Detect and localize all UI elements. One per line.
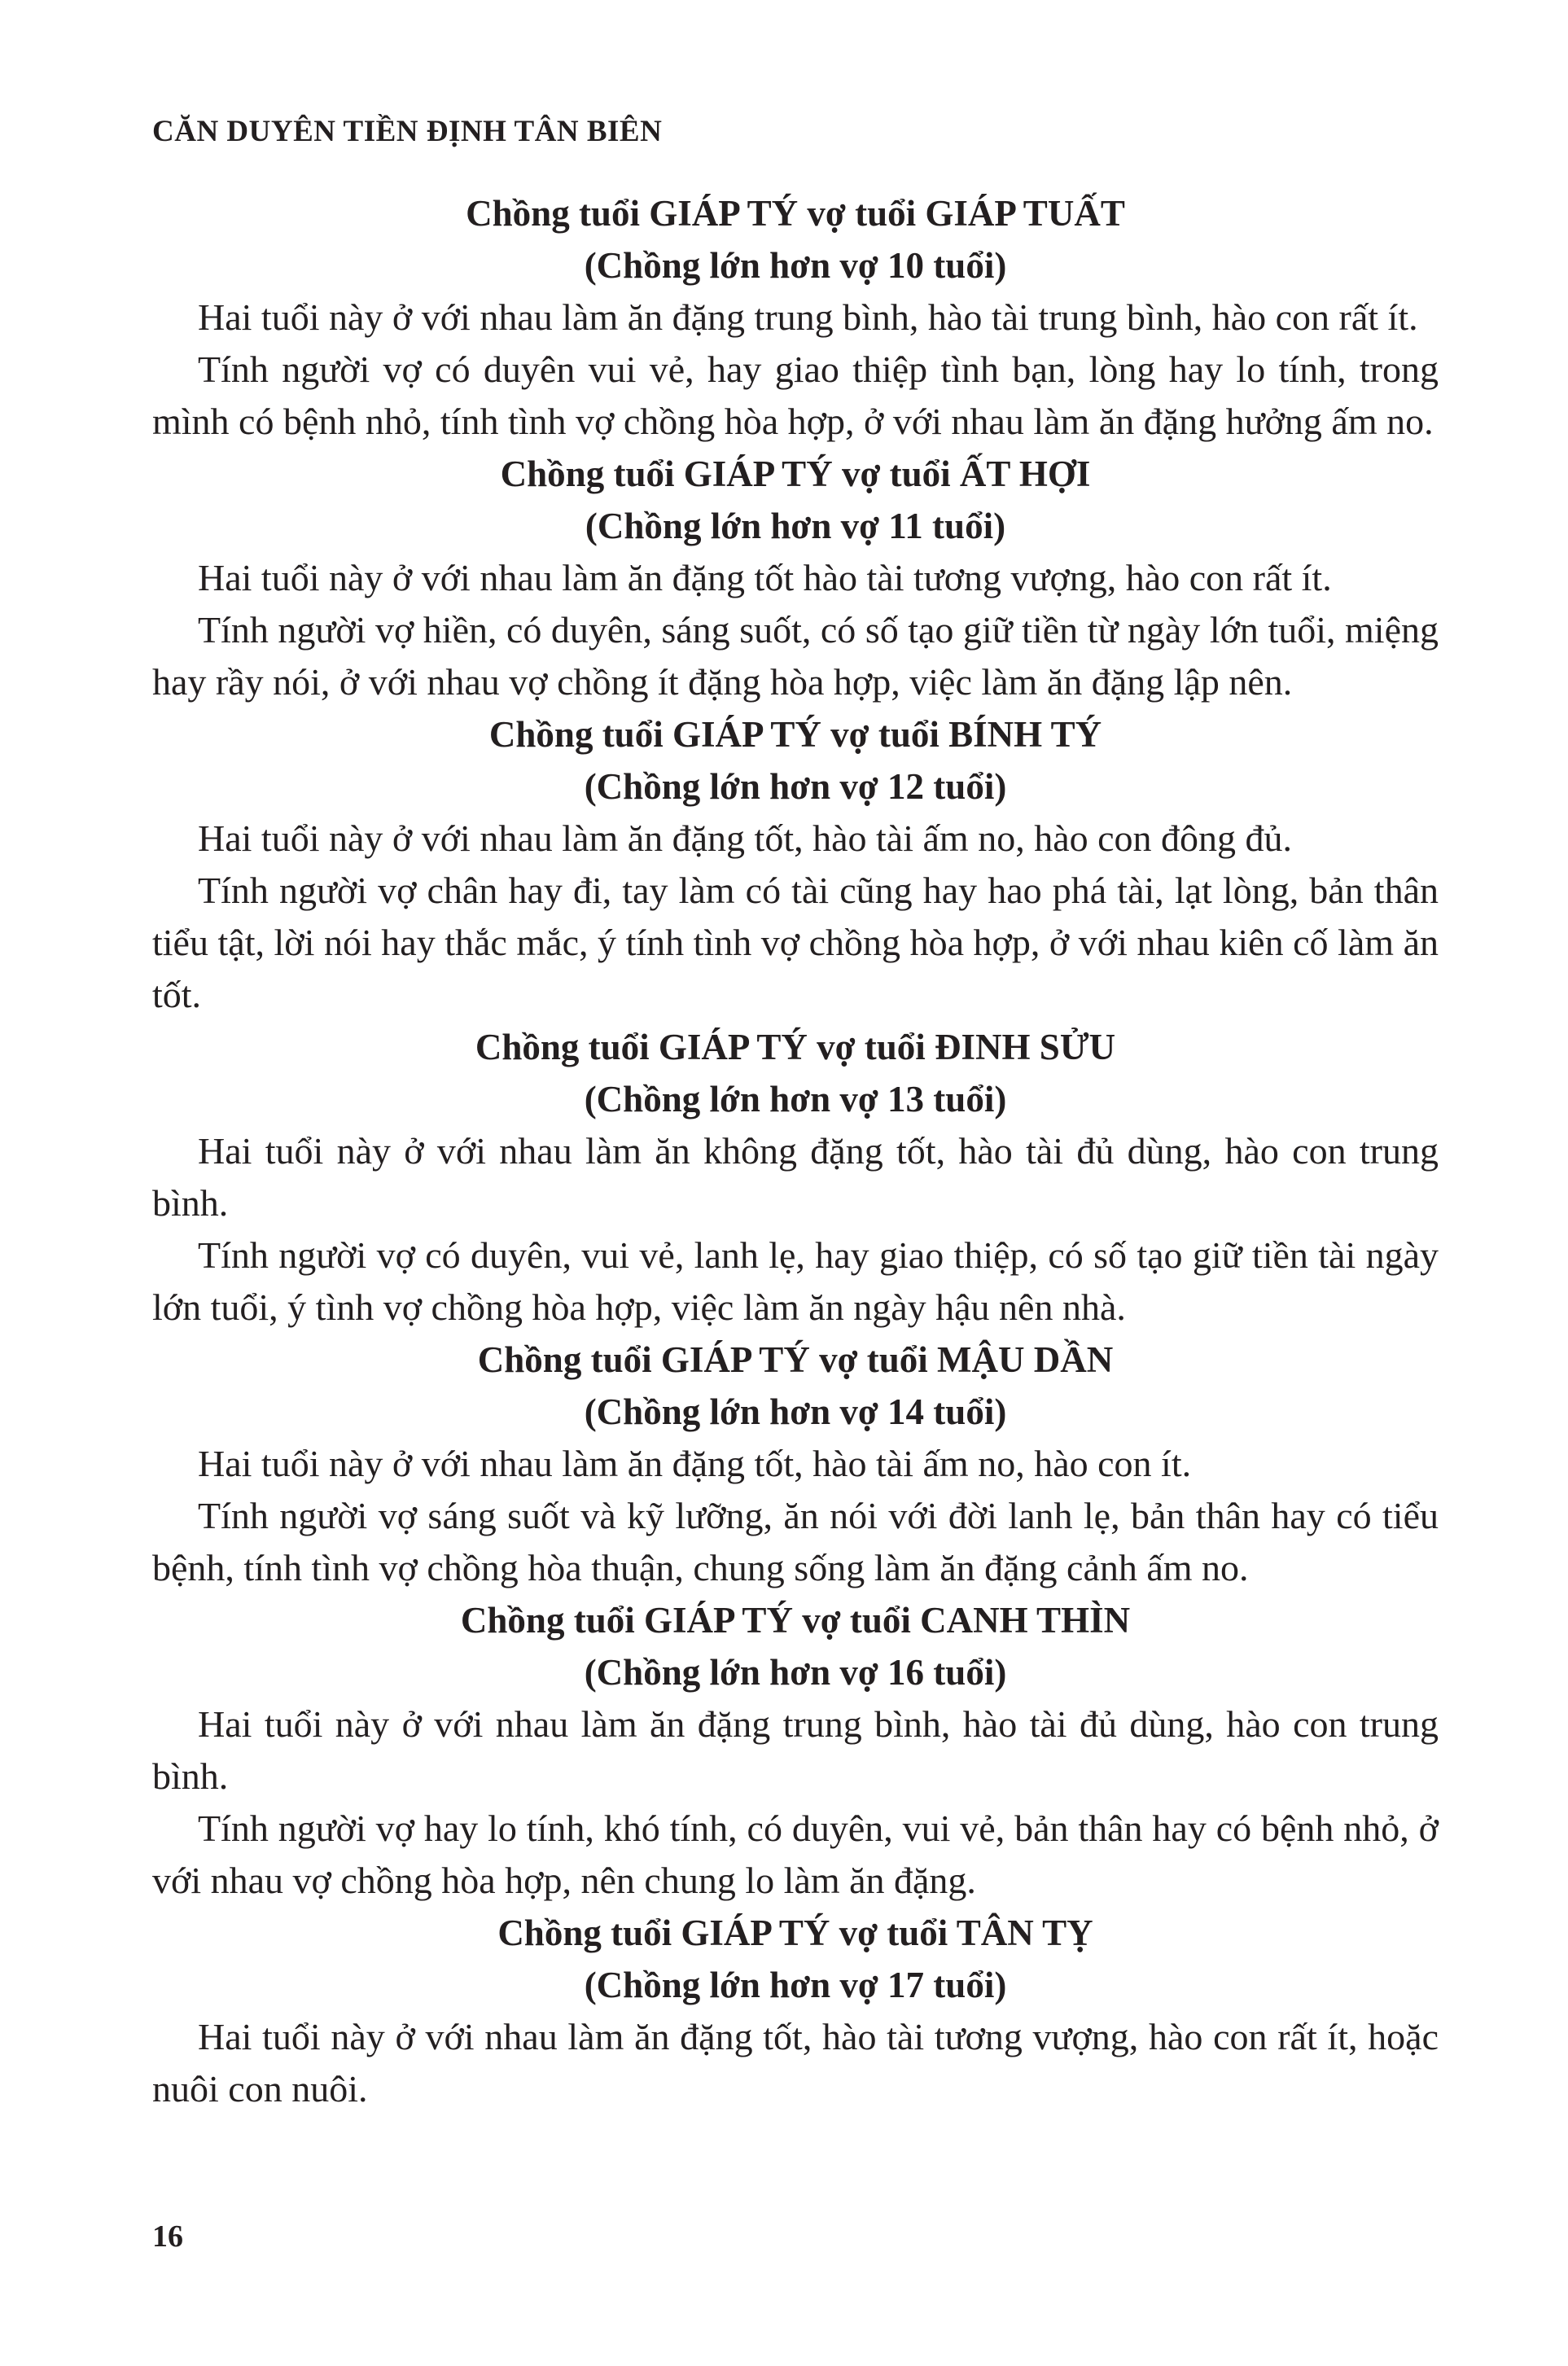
compatibility-section (152, 1907, 1439, 2115)
paragraph: Hai tuổi này ở với nhau làm ăn không đặng tốt, hào tài đủ dùng, hào con trung bình. (152, 1130, 1439, 1224)
section-subtitle: (Chồng lớn hơn vợ 14 tuổi) (584, 1391, 1007, 1432)
paragraph: Hai tuổi này ở với nhau làm ăn đặng tốt hào tài tương vượng, hào con rất ít. (198, 557, 1332, 598)
paragraph: Hai tuổi này ở với nhau làm ăn đặng trung bình, hào tài đủ dùng, hào con trung bình. (152, 1703, 1439, 1797)
compatibility-section (152, 187, 1439, 448)
page-body (152, 187, 1439, 2115)
section-title: Chồng tuổi GIÁP TÝ vợ tuổi ẤT HỢI (500, 453, 1091, 494)
paragraph: Tính người vợ hiền, có duyên, sáng suốt, có số tạo giữ tiền từ ngày lớn tuổi, miệng hay rầy nói, ở với nhau vợ chồng ít đặng hòa hợp, việc làm ăn đặng lập nên. (152, 609, 1439, 703)
compatibility-section (152, 708, 1439, 1021)
paragraph: Hai tuổi này ở với nhau làm ăn đặng tốt, hào tài ấm no, hào con ít. (198, 1443, 1192, 1484)
section-title: Chồng tuổi GIÁP TÝ vợ tuổi GIÁP TUẤT (466, 193, 1125, 234)
compatibility-section (152, 1334, 1439, 1594)
section-subtitle: (Chồng lớn hơn vợ 16 tuổi) (584, 1652, 1007, 1693)
compatibility-section (152, 1594, 1439, 1907)
paragraph: Hai tuổi này ở với nhau làm ăn đặng tốt, hào tài tương vượng, hào con rất ít, hoặc nuôi con nuôi. (152, 2016, 1439, 2110)
section-subtitle: (Chồng lớn hơn vợ 13 tuổi) (584, 1079, 1007, 1119)
section-title: Chồng tuổi GIÁP TÝ vợ tuổi MẬU DẦN (477, 1339, 1114, 1380)
section-subtitle: (Chồng lớn hơn vợ 17 tuổi) (584, 1965, 1007, 2005)
compatibility-section (152, 448, 1439, 708)
compatibility-section (152, 1021, 1439, 1334)
page-number: 16 (152, 2219, 183, 2254)
running-header: CĂN DUYÊN TIỀN ĐỊNH TÂN BIÊN (152, 115, 663, 148)
section-title: Chồng tuổi GIÁP TÝ vợ tuổi BÍNH TÝ (488, 714, 1102, 755)
paragraph: Tính người vợ chân hay đi, tay làm có tài cũng hay hao phá tài, lạt lòng, bản thân tiểu tật, lời nói hay thắc mắc, ý tính tình vợ chồng hòa hợp, ở với nhau kiên cố làm ăn tốt. (152, 870, 1439, 1015)
section-title: Chồng tuổi GIÁP TÝ vợ tuổi CANH THÌN (460, 1600, 1131, 1641)
paragraph: Tính người vợ có duyên, vui vẻ, lanh lẹ, hay giao thiệp, có số tạo giữ tiền tài ngày lớn tuổi, ý tình vợ chồng hòa hợp, việc làm ăn ngày hậu nên nhà. (152, 1234, 1439, 1328)
paragraph: Hai tuổi này ở với nhau làm ăn đặng trung bình, hào tài trung bình, hào con rất ít. (198, 296, 1418, 338)
paragraph: Tính người vợ sáng suốt và kỹ lưỡng, ăn nói với đời lanh lẹ, bản thân hay có tiểu bệnh, tính tình vợ chồng hòa thuận, chung sống làm ăn đặng cảnh ấm no. (152, 1495, 1439, 1588)
paragraph: Hai tuổi này ở với nhau làm ăn đặng tốt, hào tài ấm no, hào con đông đủ. (198, 817, 1293, 859)
paragraph: Tính người vợ hay lo tính, khó tính, có duyên, vui vẻ, bản thân hay có bệnh nhỏ, ở với nhau vợ chồng hòa hợp, nên chung lo làm ăn đặng. (152, 1807, 1439, 1901)
section-subtitle: (Chồng lớn hơn vợ 11 tuổi) (585, 506, 1006, 546)
section-subtitle: (Chồng lớn hơn vợ 10 tuổi) (584, 245, 1007, 286)
section-title: Chồng tuổi GIÁP TÝ vợ tuổi TÂN TỴ (497, 1913, 1093, 1953)
section-subtitle: (Chồng lớn hơn vợ 12 tuổi) (584, 766, 1007, 807)
paragraph: Tính người vợ có duyên vui vẻ, hay giao thiệp tình bạn, lòng hay lo tính, trong mình có bệnh nhỏ, tính tình vợ chồng hòa hợp, ở với nhau làm ăn đặng hưởng ấm no. (152, 348, 1439, 442)
section-title: Chồng tuổi GIÁP TÝ vợ tuổi ĐINH SỬU (475, 1027, 1116, 1067)
